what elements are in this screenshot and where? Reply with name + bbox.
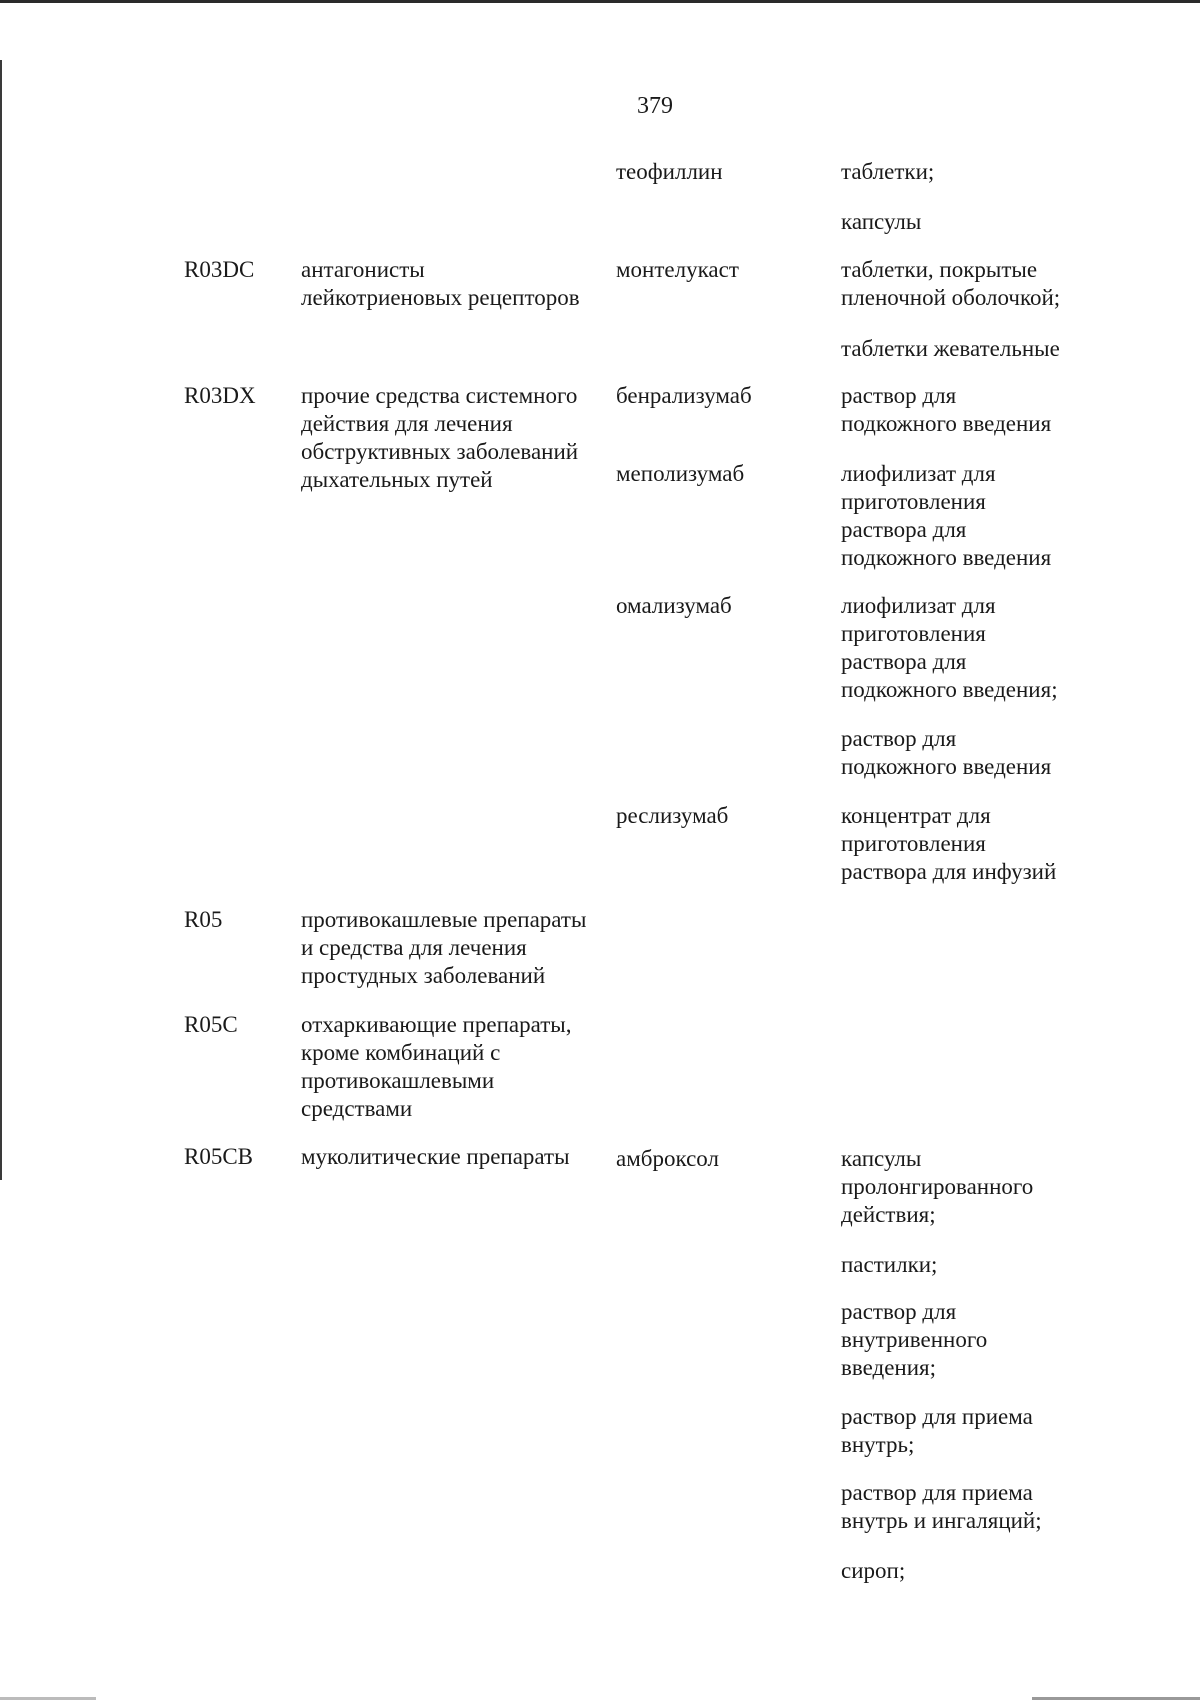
scan-edge-top [0, 0, 1200, 3]
atc-group-line: простудных заболеваний [301, 963, 546, 988]
scan-edge-left [0, 60, 2, 1180]
dosage-form: пастилки; [841, 1252, 938, 1277]
dosage-form [841, 592, 1058, 704]
atc-group [301, 382, 578, 494]
dosage-form: сироп; [841, 1558, 906, 1583]
dosage-form-line: таблетки, покрытые [841, 257, 1038, 282]
atc-group-line: кроме комбинаций с [301, 1040, 501, 1065]
dosage-form-line: внутрь; [841, 1432, 915, 1457]
dosage-form [841, 1479, 1042, 1535]
dosage-form: таблетки; [841, 159, 935, 184]
dosage-form-line: действия; [841, 1202, 936, 1227]
atc-group-line: и средства для лечения [301, 935, 527, 960]
atc-group: муколитические препараты [301, 1144, 570, 1169]
dosage-form [841, 802, 1056, 886]
atc-group [301, 906, 586, 990]
atc-group-line: противокашлевые препараты [301, 907, 587, 932]
dosage-form-line: раствор для приема [841, 1480, 1033, 1505]
dosage-form [841, 1298, 987, 1382]
dosage-form-line: пролонгированного [841, 1174, 1034, 1199]
atc-group [301, 1011, 571, 1123]
atc-group-line: отхаркивающие препараты, [301, 1012, 572, 1037]
scan-edge-bottom [0, 1697, 1200, 1700]
dosage-form [841, 382, 1051, 438]
atc-group-line: прочие средства системного [301, 383, 578, 408]
dosage-form-line: приготовления [841, 489, 986, 514]
dosage-form-line: раствор для [841, 1299, 957, 1324]
dosage-form-line: раствор для [841, 726, 957, 751]
dosage-form-line: внутривенного [841, 1327, 988, 1352]
dosage-form-line: приготовления [841, 621, 986, 646]
drug-name: монтелукаст [616, 257, 739, 282]
dosage-form-line: раствор для приема [841, 1404, 1033, 1429]
dosage-form-line: концентрат для [841, 803, 991, 828]
dosage-form-line: подкожного введения; [841, 677, 1058, 702]
drug-name: меполизумаб [616, 461, 745, 486]
drug-name: бенрализумаб [616, 383, 752, 408]
atc-code: R05C [184, 1012, 238, 1037]
dosage-form [841, 256, 1060, 312]
dosage-form-line: раствора для [841, 517, 967, 542]
dosage-form [841, 1403, 1033, 1459]
dosage-form-line: пленочной оболочкой; [841, 285, 1061, 310]
dosage-form [841, 1145, 1033, 1229]
dosage-form-line: раствора для [841, 649, 967, 674]
atc-group-line: противокашлевыми [301, 1068, 495, 1093]
dosage-form-line: подкожного введения [841, 754, 1052, 779]
dosage-form: таблетки жевательные [841, 336, 1060, 361]
atc-group-line: лейкотриеновых рецепторов [301, 285, 580, 310]
page-number: 379 [637, 93, 673, 119]
drug-name: реслизумаб [616, 803, 729, 828]
dosage-form-line: лиофилизат для [841, 593, 996, 618]
dosage-form [841, 725, 1051, 781]
dosage-form-line: раствора для инфузий [841, 859, 1057, 884]
drug-name: амброксол [616, 1146, 719, 1171]
atc-group-line: обструктивных заболеваний [301, 439, 579, 464]
atc-code: R05CB [184, 1144, 254, 1169]
dosage-form: капсулы [841, 209, 922, 234]
atc-code: R03DX [184, 383, 256, 408]
dosage-form-line: внутрь и ингаляций; [841, 1508, 1042, 1533]
dosage-form-line: введения; [841, 1355, 936, 1380]
atc-group [301, 256, 580, 312]
atc-code: R03DC [184, 257, 255, 282]
atc-group-line: действия для лечения [301, 411, 513, 436]
dosage-form-line: раствор для [841, 383, 957, 408]
atc-group-line: дыхательных путей [301, 467, 493, 492]
atc-group-line: средствами [301, 1096, 413, 1121]
dosage-form-line: приготовления [841, 831, 986, 856]
dosage-form-line: подкожного введения [841, 545, 1052, 570]
drug-name: теофиллин [616, 159, 723, 184]
dosage-form [841, 460, 1051, 572]
drug-name: омализумаб [616, 593, 732, 618]
dosage-form-line: подкожного введения [841, 411, 1052, 436]
atc-code: R05 [184, 907, 223, 932]
dosage-form-line: лиофилизат для [841, 461, 996, 486]
dosage-form-line: капсулы [841, 1146, 922, 1171]
atc-group-line: антагонисты [301, 257, 425, 282]
